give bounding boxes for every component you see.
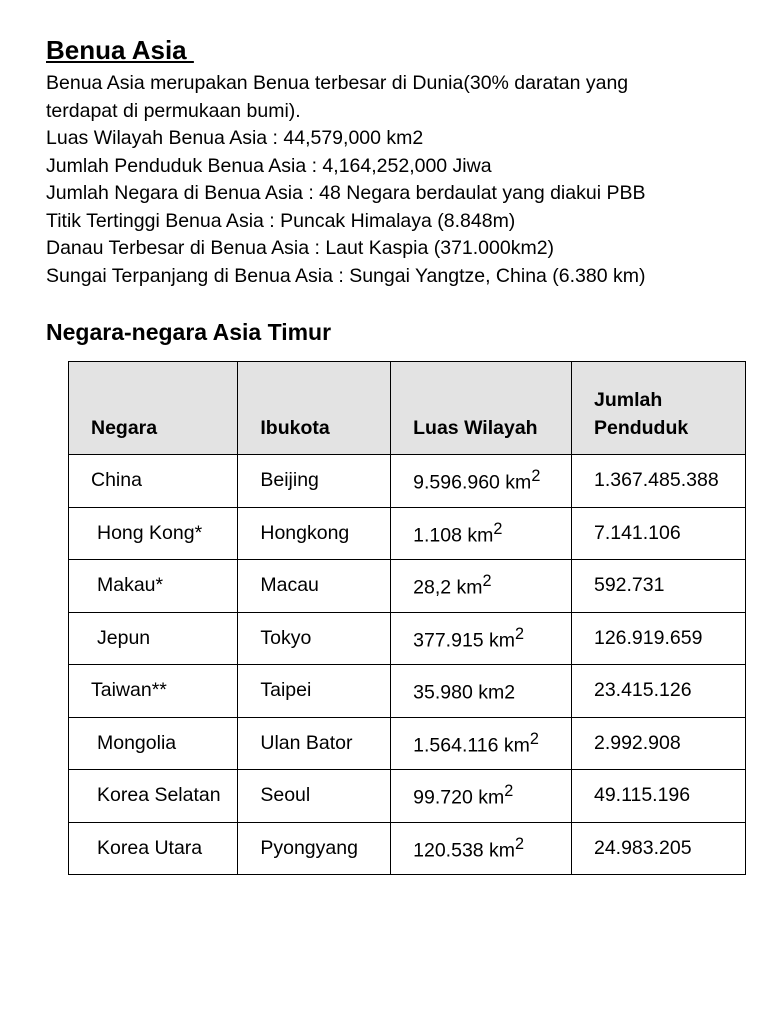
cell-luas-wilayah xyxy=(391,507,572,560)
cell-luas-wilayah xyxy=(391,665,572,718)
intro-line-luas-wilayah: Luas Wilayah Benua Asia : 44,579,000 km2 xyxy=(46,127,424,149)
cell-ibukota: Ulan Bator xyxy=(238,717,391,770)
intro-line-danau-terbesar: Danau Terbesar di Benua Asia : Laut Kaspia (371.000km2) xyxy=(46,237,555,259)
cell-ibukota: Pyongyang xyxy=(238,822,391,875)
document-title: Benua Asia xyxy=(46,35,194,65)
cell-negara xyxy=(69,770,238,823)
cell-ibukota: Hongkong xyxy=(238,507,391,560)
table-row xyxy=(69,770,746,823)
intro-line-titik-tertinggi: Titik Tertinggi Benua Asia : Puncak Himalaya (8.848m) xyxy=(46,209,516,232)
table-header-row xyxy=(69,362,746,455)
table-row xyxy=(69,560,746,613)
header-jumlah-line2: Penduduk xyxy=(593,417,689,439)
cell-negara xyxy=(69,455,238,508)
luas-text: 28,2 km xyxy=(413,576,483,599)
cell-jumlah-penduduk: 2.992.908 xyxy=(571,717,745,770)
luas-superscript: 2 xyxy=(504,782,514,800)
negara-text: Hong Kong* xyxy=(97,521,203,544)
intro-line-jumlah-negara: Jumlah Negara di Benua Asia : 48 Negara berdaulat yang diakui PBB xyxy=(46,182,646,204)
luas-text: 35.980 km2 xyxy=(413,681,516,704)
cell-luas-wilayah xyxy=(391,822,572,875)
luas-text: 9.596.960 km xyxy=(413,471,532,494)
negara-text: China xyxy=(91,469,142,492)
cell-jumlah-penduduk: 126.919.659 xyxy=(571,612,745,665)
luas-text: 377.915 km xyxy=(413,629,516,651)
luas-text: 99.720 km xyxy=(413,786,505,809)
cell-jumlah-penduduk: 49.115.196 xyxy=(571,770,745,823)
table-row xyxy=(69,665,746,718)
negara-text: Korea Utara xyxy=(97,836,203,859)
intro-line: Benua Asia merupakan Benua terbesar di Dunia(30% daratan yang xyxy=(46,72,629,94)
luas-superscript: 2 xyxy=(493,519,503,538)
cell-negara xyxy=(69,507,238,560)
table-row xyxy=(69,507,746,560)
luas-superscript: 2 xyxy=(529,729,539,748)
intro-paragraph xyxy=(46,70,746,290)
table-row xyxy=(69,717,746,770)
cell-negara xyxy=(69,717,238,770)
cell-ibukota: Beijing xyxy=(238,455,391,508)
cell-negara xyxy=(69,665,238,718)
east-asia-countries-table xyxy=(68,361,746,875)
header-luas-wilayah: Luas Wilayah xyxy=(391,362,572,455)
negara-text: Mongolia xyxy=(97,731,177,754)
intro-line-jumlah-penduduk: Jumlah Penduduk Benua Asia : 4,164,252,000 Jiwa xyxy=(46,154,492,177)
cell-jumlah-penduduk: 7.141.106 xyxy=(571,507,745,560)
section-title: Negara-negara Asia Timur xyxy=(46,319,332,345)
luas-superscript: 2 xyxy=(531,467,541,485)
cell-jumlah-penduduk: 592.731 xyxy=(571,560,745,613)
cell-negara xyxy=(69,612,238,665)
header-negara: Negara xyxy=(69,362,238,455)
header-ibukota: Ibukota xyxy=(238,362,391,455)
cell-luas-wilayah xyxy=(391,717,572,770)
document-page xyxy=(46,34,746,347)
cell-luas-wilayah xyxy=(391,560,572,613)
cell-jumlah-penduduk: 24.983.205 xyxy=(571,822,745,875)
cell-ibukota: Seoul xyxy=(238,770,391,823)
cell-ibukota: Macau xyxy=(238,560,391,613)
negara-text: Makau* xyxy=(97,574,164,597)
cell-ibukota: Taipei xyxy=(238,665,391,718)
luas-text: 120.538 km xyxy=(413,839,516,861)
cell-luas-wilayah xyxy=(391,455,572,508)
luas-superscript: 2 xyxy=(515,624,525,643)
luas-superscript: 2 xyxy=(515,834,525,853)
intro-line-sungai-terpanjang: Sungai Terpanjang di Benua Asia : Sungai Yangtze, China (6.380 km) xyxy=(46,264,646,287)
header-jumlah-penduduk xyxy=(571,362,745,455)
cell-jumlah-penduduk: 23.415.126 xyxy=(571,665,745,718)
table-row xyxy=(69,612,746,665)
negara-text: Taiwan** xyxy=(91,679,167,702)
cell-luas-wilayah xyxy=(391,612,572,665)
luas-text: 1.108 km xyxy=(413,524,494,546)
cell-jumlah-penduduk: 1.367.485.388 xyxy=(571,455,745,508)
negara-text: Korea Selatan xyxy=(97,784,221,807)
intro-line: terdapat di permukaan bumi). xyxy=(46,99,301,122)
cell-luas-wilayah xyxy=(391,770,572,823)
luas-text: 1.564.116 km xyxy=(413,734,530,756)
table-row xyxy=(69,455,746,508)
cell-ibukota: Tokyo xyxy=(238,612,391,665)
cell-negara xyxy=(69,560,238,613)
table-row xyxy=(69,822,746,875)
header-jumlah-line1: Jumlah xyxy=(593,389,663,411)
negara-text: Jepun xyxy=(97,626,151,649)
luas-superscript: 2 xyxy=(482,572,492,590)
cell-negara xyxy=(69,822,238,875)
